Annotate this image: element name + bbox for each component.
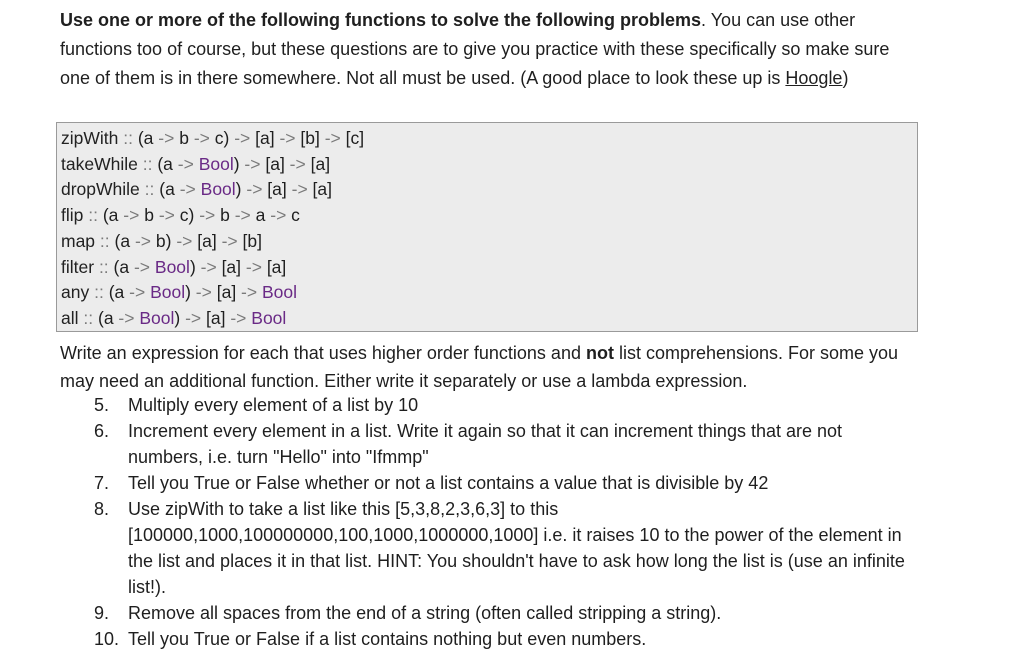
signature-line — [61, 203, 917, 229]
question-item — [0, 470, 918, 496]
signature-line — [61, 306, 917, 332]
function-name: map — [61, 230, 96, 251]
question-number: 10. — [94, 629, 120, 649]
question-text: Increment every element in a list. Write it again so that it can increment things that are not numbers, i.e. turn "Hello" into "Ifmmp" — [128, 421, 843, 467]
type-signature: :: (a -> Bool) -> [a] -> Bool — [94, 282, 298, 303]
instructions-text: Write an expression for each that uses higher order functions and — [60, 343, 586, 363]
function-name: flip — [61, 205, 84, 226]
signature-box — [56, 122, 918, 332]
question-number: 5. — [94, 395, 110, 415]
instructions-text-2: list comprehensions. For some you may need an additional function. Either write it separately or use a lambda expression. — [60, 343, 899, 391]
intro-paragraph — [60, 6, 920, 93]
question-item — [0, 626, 918, 652]
type-signature: :: (a -> Bool) -> [a] -> [a] — [98, 256, 287, 277]
question-text: Tell you True or False if a list contains nothing but even numbers. — [128, 629, 647, 649]
function-name: takeWhile — [61, 153, 138, 174]
instructions-paragraph — [60, 339, 920, 395]
signature-line — [61, 177, 917, 203]
type-signature: :: (a -> b -> c) -> b -> a -> c — [88, 205, 300, 226]
question-number: 8. — [94, 499, 110, 519]
function-name: dropWhile — [61, 179, 140, 200]
intro-text: . You can use other functions too of course, but these questions are to give you practice with these specifically so make sure one of them is in there somewhere. Not all must be used. (A good place to look these up is — [60, 10, 890, 88]
function-name: zipWith — [61, 128, 119, 148]
type-signature: :: (a -> Bool) -> [a] -> [a] — [144, 179, 333, 200]
function-name: filter — [61, 256, 95, 277]
question-item — [0, 392, 918, 418]
signature-line — [61, 255, 917, 281]
question-text: Use zipWith to take a list like this [5,3,8,2,3,6,3] to this [100000,1000,100000000,100,1000,1000000,1000] i.e. it raises 10 to the power of the element in the list and places it in that list. HINT: You shouldn't have to ask how long the list is (use an infinite list!). — [128, 499, 905, 597]
question-item — [0, 418, 918, 470]
question-item — [0, 600, 918, 626]
signature-line — [61, 229, 917, 255]
signature-line — [61, 152, 917, 178]
question-text: Tell you True or False whether or not a list contains a value that is divisible by 42 — [128, 473, 769, 493]
type-signature: :: (a -> Bool) -> [a] -> Bool — [83, 307, 287, 328]
type-signature: :: (a -> Bool) -> [a] -> [a] — [142, 153, 331, 174]
function-name: any — [61, 282, 90, 303]
function-name: all — [61, 307, 79, 328]
question-number: 9. — [94, 603, 110, 623]
question-number: 7. — [94, 473, 110, 493]
question-list — [0, 392, 1000, 652]
question-item — [0, 496, 918, 600]
intro-bold: Use one or more of the following functions to solve the following problems — [60, 10, 702, 30]
instructions-bold: not — [585, 343, 614, 363]
intro-close: ) — [842, 68, 849, 88]
signature-line — [61, 126, 917, 152]
type-signature: :: (a -> b) -> [a] -> [b] — [99, 230, 262, 251]
question-text: Multiply every element of a list by 10 — [128, 395, 419, 415]
type-signature: :: (a -> b -> c) -> [a] -> [b] -> [c] — [123, 128, 365, 148]
signature-line — [61, 280, 917, 306]
hoogle-link[interactable]: Hoogle — [785, 68, 843, 88]
question-text: Remove all spaces from the end of a string (often called stripping a string). — [128, 603, 722, 623]
question-number: 6. — [94, 421, 110, 441]
